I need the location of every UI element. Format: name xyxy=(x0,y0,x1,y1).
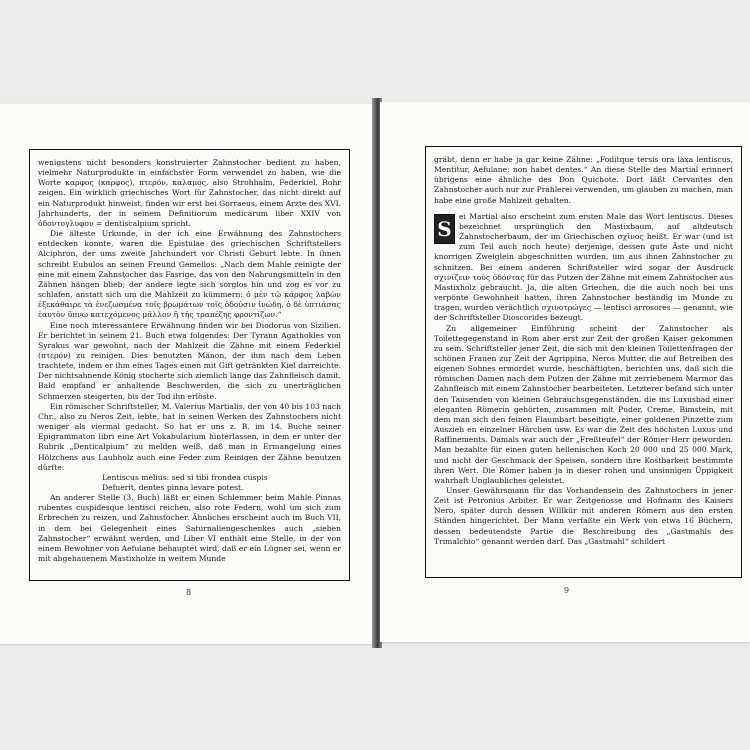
left-paragraph-3: Eine noch interessantere Erwähnung finden wir bei Diodorus von Sizilien. Er berichtet in seinem 21. Buch etwa folgendes: Der Tyrann Agathokles von Syrakus war gewohnt, nach der Mahlzeit die Zähne mit einem Federkiel (πτερόν) zu reinigen. Dies benutzten Mänon, der ihm nach dem Leben trachtete, indem er ihm eines Tages einen mit Gift getränkten Kiel darreichte. Der nichtsahnende König stocherte sich ziemlich lange das Zahnfleisch damit. Bald empfand er anhaltende Beschwerden, die sich zu unerträglichen Schmerzen steigerten, bis der Tod ihn erlöste. xyxy=(38,320,341,401)
right-paragraph-4: Unser Gewährsmann für das Vorhandensein des Zahnstochers in jener Zeit ist Petronius Arbiter. Er war Zeitgenosse und Hofmann des Kaisers Nero, später durch dessen Willkür mit anderen Römern aus den ersten Ständen hingerichtet. Der Mann verfaßte ein Werk von etwa 16 Büchern, dessen bedeutendste Partie die Beschreibung des „Gastmahls des Trimalchio“ genannt werden darf. Das „Gastmahl“ schildert xyxy=(434,486,733,546)
left-text-column xyxy=(38,158,341,574)
left-paragraph-2: Die älteste Urkunde, in der ich eine Erwähnung des Zahnstochers entdecken konnte, waren die Epistulae des griechischen Schriftstellers Alciphron, der ums zweite Jahrhundert vor Christi Geburt lebte. In ihnen schreibt Eubulos an seinen Freund Gemellos: „Nach dem Mahle reinigte der eine mit einem Zahnstocher das Fasrige, das von den Nahrungsmitteln in den Zähnen hängen blieb; der andere legte sich sorglos hin und zog es vor zu schlafen, anstatt sich um die Mahlzeit zu kümmern: ὁ μὲν τῷ κάρφος λαβὼν ἐξεκάθαιρε τὰ ἐνεζωσμένα τοῖς βρωμάτων τοῖς ὀδοῦσιν ἰνώδη, ὁ δὲ ὑπτιάσας ἑαυτὸν ὕπνῳ κατεχόμενος μᾶλλον ἢ τῆς τραπέζης φροντίζων.“ xyxy=(38,229,341,320)
left-paragraph-5: An anderer Stelle (3. Buch) läßt er einen Schlemmer beim Mahle Pinnas rubentes cuspidesque lentisci reichen, also rote Federn, wohl um sich zum Erbrechen zu reizen, und Zahnstocher. Ähnliches erscheint auch im Buch VII, in dem bei Gelegenheit eines Saturnaliengeschenkes auch „sieben Zahnstocher“ erwähnt werden, und Liber VI enthält eine Stelle, in der von einem Bewohner von Aefulane behauptet wird, daß er ein Lügner sei, wenn er mit abgehauenem Mastixholze in weitem Munde xyxy=(38,493,341,564)
right-page xyxy=(380,102,750,642)
left-paragraph-4: Ein römischer Schriftsteller, M. Valerius Martialis, der von 40 bis 103 nach Chr., also zu Neros Zeit, lebte, hat in seinen Werken des Zahnstochers nicht weniger als viermal gedacht. So hat er uns z. B. im 14. Buche seiner Epigrammaton libri eine Art Vokabularium hinterlassen, in dem er unter der Rubrik „Denticalpium“ zu melden weiß, daß man in Ermangelung eines Hölzchens aus Laubholz auch eine Feder zum Reinigen der Zähne benutzen dürfte: xyxy=(38,401,341,472)
dropcap-paragraph-text: ei Martial also erscheint zum ersten Male das Wort lentiscus. Dieses bezeichnet ursprünglich den Mastixbaum, auf altdeutsch Zahnstocherbaum, der im Griechischen σχῖνος heißt. Er war (und ist zum Teil auch noch heute) derjenige, dessen gute Äste und nicht knorrigen Zweiglein abgeschnitten wurden, um aus ihnen Zahnstocher zu schnitzen. Bei einem anderen Schriftsteller wird sogar der Ausdruck σχινίζειν τοὺς ὀδόντας für das Putzen der Zähne mit einem Zahnstocher aus Mastixholz gebraucht. Ja, die alten Griechen, die die auch noch bei uns verpönte Gewohnheit hatten, ihren Zahnstocher beständig im Munde zu tragen, wurden verächtlich σχινοτρώγες — lentisci arrosores — genannt, wie der Schriftsteller Dioscorides bezeugt. xyxy=(434,211,733,323)
right-text-column xyxy=(434,155,733,571)
page-number-left: 8 xyxy=(186,588,192,597)
right-paragraph-1: gräbt, denn er habe ja gar keine Zähne: „Foditque tersis ora laxa lentiscus, Mentitur, Aefulane: non habet dentes.“ An diese Stelle des Martial erinnert übrigens eine ähnliche des Don Quichote. Dort läßt Cervantes den Zahnstocher auch nur zur Prahlerei verwenden, um glauben zu machen, man habe eine große Mahlzeit gehalten. xyxy=(434,155,733,205)
right-text-frame xyxy=(425,146,742,578)
right-paragraph-3: Zu allgemeiner Einführung scheint der Zahnstocher als Toilettegegenstand in Rom aber erst zur Zeit der großen Kaiser gekommen zu sein. Schriftsteller jener Zeit, die sich mit den kleinen Toilettenfragen der schönen Frauen zur Zeit der Agrippina, Neros Mutter, die auf Betreiben des eigenen Sohnes ermordet wurde, beschäftigten, berichten uns, daß sich die römischen Damen nach dem Putzen der Zähne mit zerriebenem Marmor das Zahnfleisch mit einem Zahnstocher bearbeiteten. Letzterer befand sich unter den Tausenden von kleinen Gebrauchsgegenständen, die ins Luxusbad einer eleganten Römerin gehörten, zusammen mit Puder, Creme, Bimstein, mit dem man sich den feinen Flaumbart beseitigte, einer goldenen Pinzette zum Auszieh en einzelner Härchen usw. Es war die Zeit des höchsten Luxus und Raffinements. Damals war auch der „Freßteufel“ der Römer Herr geworden. Man bezahlte für einen guten hellenischen Koch 20 000 und 25 000 Mark, und nicht der Geschmack der Speisen, sondern ihre Kostbarkeit bestimmte ihren Wert. Die Römer haben ja in dieser rohen und unsinnigen Üppigkeit wahrhaft Unglaubliches geleistet. xyxy=(434,323,733,485)
dropcap-initial: S xyxy=(434,214,455,244)
verse-line-2: Defuerit, dentes pinna levare potest. xyxy=(102,483,244,492)
left-paragraph-1: wenigstens nicht besonders konstruierter Zahnstocher bedient zu haben, vielmehr Naturprodukte in einfachster Form verwendet zu haben, wie die Worte καρφος (καρφος), πτερόν, καλαμος, also Strohhalm, Federkiel, Rohr zeigen. Ein wirklich griechisches Wort für Zahnstocher, das nicht direkt auf ein Naturprodukt hinweist, finden wir erst bei Gorraeus, einem Arzte des XVI. Jahrhunderts, der in seinem Definitiorum medicarum liber XXIV von ὀδοντογλυφον = dentiscalpium spricht. xyxy=(38,158,341,228)
right-paragraph-dropcap xyxy=(434,212,733,324)
verse-line-1: Lentiscus melius: sed si tibi frondea cuspis xyxy=(102,472,268,482)
page-number-right: 9 xyxy=(564,586,570,595)
left-page xyxy=(0,104,374,644)
left-text-frame xyxy=(29,149,350,581)
